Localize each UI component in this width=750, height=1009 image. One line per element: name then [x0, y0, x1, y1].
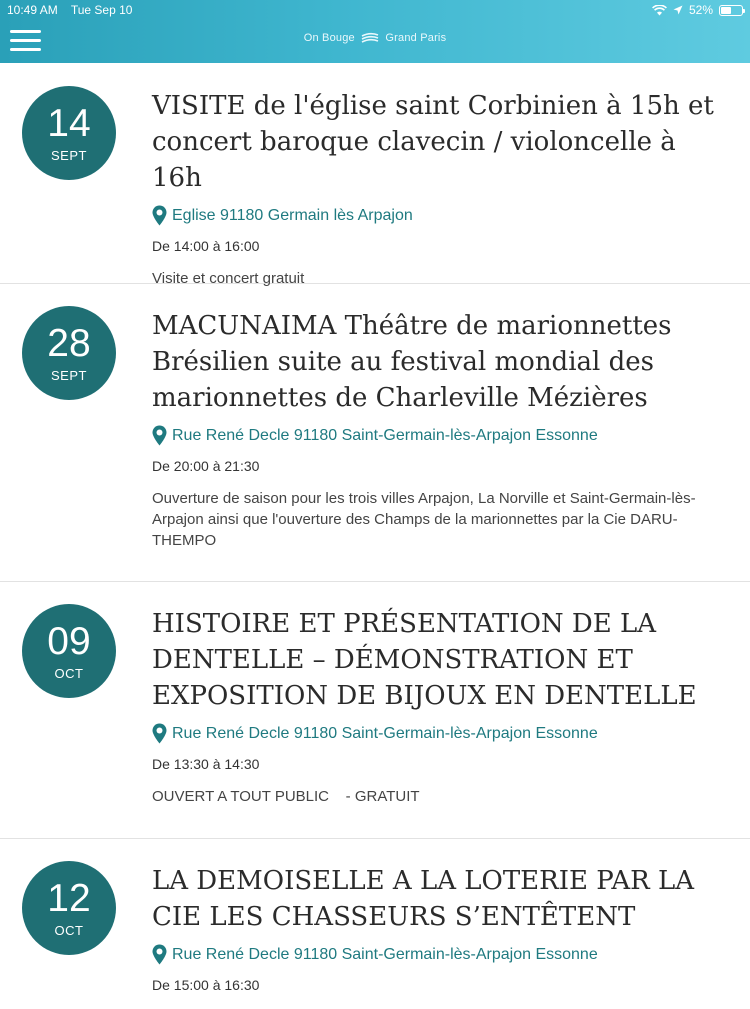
event-item[interactable]: [0, 63, 750, 287]
event-title[interactable]: MACUNAIMA Théâtre de marionnettes Brésilien suite au festival mondial des marionnettes de Charleville Mézières: [152, 311, 672, 413]
date-month: OCT: [54, 923, 84, 938]
event-location-link[interactable]: [152, 944, 732, 965]
event-time: De 15:00 à 16:30: [152, 977, 260, 993]
date-day: 14: [47, 102, 91, 145]
app-header: [0, 0, 750, 63]
map-pin-icon: [152, 944, 167, 965]
event-time: De 13:30 à 14:30: [152, 756, 260, 772]
event-location: Eglise 91180 Germain lès Arpajon: [172, 206, 413, 224]
event-list: [0, 63, 750, 1009]
date-month: SEPT: [51, 148, 87, 163]
event-item[interactable]: [0, 582, 750, 839]
event-title[interactable]: VISITE de l'église saint Corbinien à 15h et concert baroque clavecin / violoncelle à 16h: [152, 91, 714, 193]
event-location: Rue René Decle 91180 Saint-Germain-lès-Arpajon Essonne: [172, 426, 598, 444]
status-time: 10:49 AM: [7, 3, 58, 17]
date-badge: [22, 306, 116, 400]
date-day: 28: [47, 322, 91, 365]
status-date: Tue Sep 10: [70, 3, 133, 17]
date-badge: [22, 86, 116, 180]
status-bar: [0, 0, 750, 20]
map-pin-icon: [152, 425, 167, 446]
event-item[interactable]: [0, 839, 750, 1009]
location-arrow-icon: [673, 5, 683, 15]
battery-level: [721, 7, 731, 14]
app-logo: [0, 32, 750, 44]
logo-text-right: Grand Paris: [385, 32, 447, 44]
map-pin-icon: [152, 723, 167, 744]
date-month: OCT: [54, 666, 84, 681]
map-pin-icon: [152, 205, 167, 226]
event-title[interactable]: LA DEMOISELLE A LA LOTERIE PAR LA CIE LES CHASSEURS S’ENTÊTENT: [152, 866, 695, 932]
date-badge: [22, 604, 116, 698]
logo-text-left: On Bouge: [303, 32, 355, 44]
event-location-link[interactable]: [152, 425, 732, 446]
event-item[interactable]: [0, 284, 750, 582]
swoosh-logo-icon: [361, 32, 379, 44]
event-title[interactable]: HISTOIRE ET PRÉSENTATION DE LA DENTELLE – DÉMONSTRATION ET EXPOSITION DE BIJOUX EN DENTELLE: [152, 609, 697, 711]
battery-percent: 52%: [688, 3, 713, 17]
event-location-link[interactable]: [152, 723, 732, 744]
date-month: SEPT: [51, 368, 87, 383]
event-description: Ouverture de saison pour les trois villes Arpajon, La Norville et Saint-Germain-lès-Arpajon ainsi que l'ouverture des Champs de la marionnettes par la Cie DARU-THEMPO: [152, 490, 696, 549]
event-location: Rue René Decle 91180 Saint-Germain-lès-Arpajon Essonne: [172, 945, 598, 963]
battery-icon: [719, 5, 743, 16]
date-day: 09: [47, 620, 91, 663]
event-description: OUVERT A TOUT PUBLIC - GRATUIT: [152, 788, 420, 805]
date-badge: [22, 861, 116, 955]
event-location-link[interactable]: [152, 205, 732, 226]
event-time: De 20:00 à 21:30: [152, 458, 260, 474]
wifi-icon: [652, 5, 667, 16]
event-time: De 14:00 à 16:00: [152, 238, 260, 254]
date-day: 12: [47, 877, 91, 920]
event-location: Rue René Decle 91180 Saint-Germain-lès-Arpajon Essonne: [172, 724, 598, 742]
event-description: Visite et concert gratuit: [152, 270, 305, 287]
